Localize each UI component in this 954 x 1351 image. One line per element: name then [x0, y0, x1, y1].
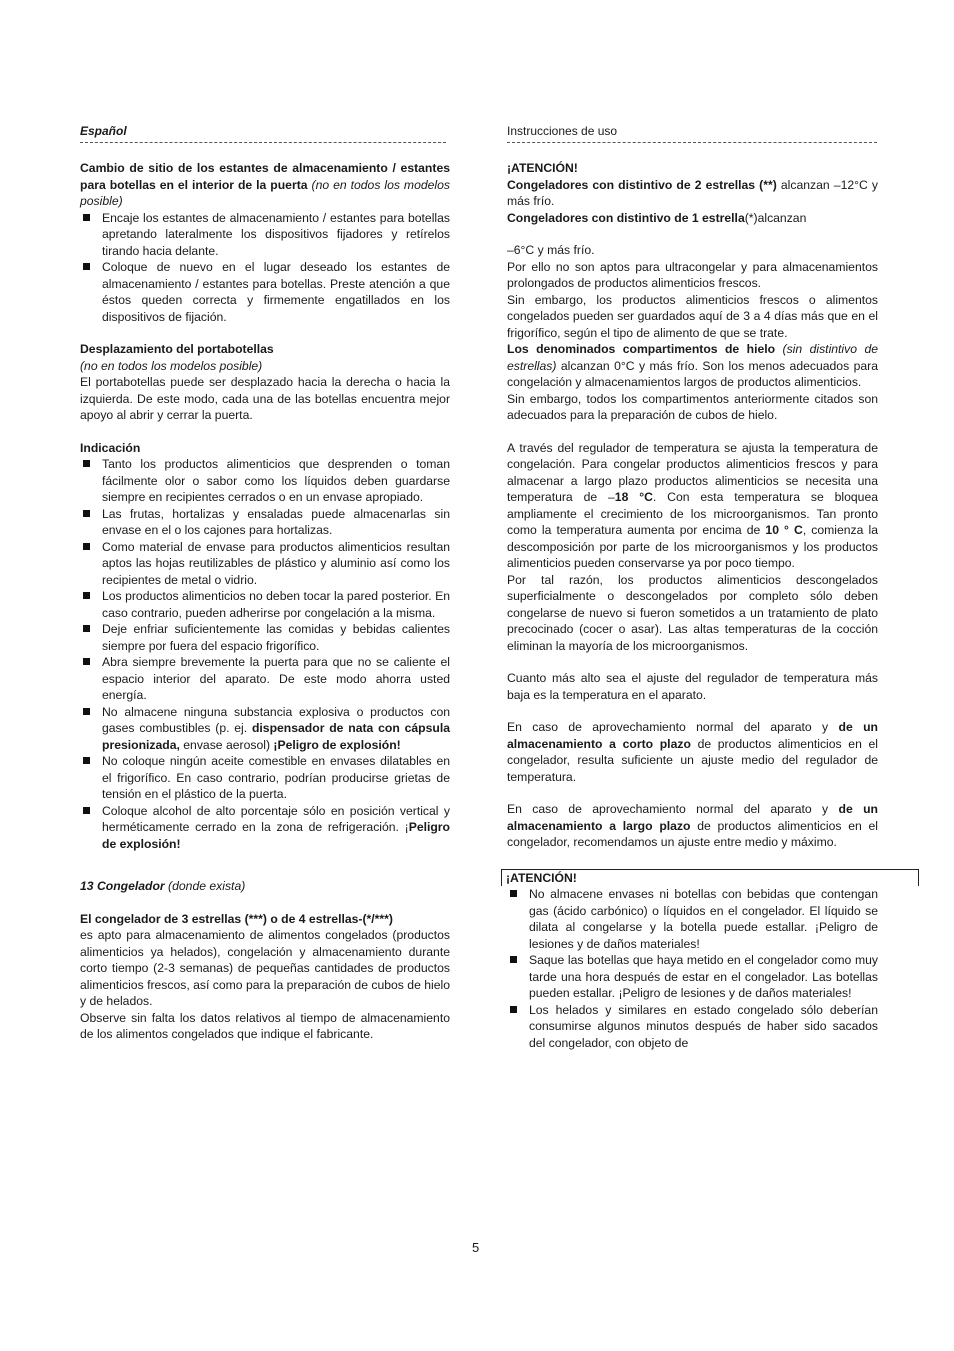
- list-item: Abra siempre brevemente la puerta para que no se caliente el espacio interior del aparato. De este modo ahorra usted energía.: [80, 654, 450, 704]
- two-star-temp: alcanzan –12°C y más frío.: [507, 177, 879, 208]
- bottle-holder-text: El portabotellas puede ser desplazado hacia la derecha o hacia la izquierda. De este modo, cada una de las botellas encuentra mejor apoyo al abrir y cerrar la puerta.: [80, 375, 450, 422]
- list-item: [80, 704, 450, 754]
- one-star-temp: (*)alcanzan: [744, 210, 807, 225]
- bottle-holder-title: Desplazamiento del portabotellas: [80, 342, 274, 356]
- attention-title: ¡ATENCIÓN!: [507, 161, 578, 175]
- left-column: [80, 160, 450, 1043]
- paragraph: –6°C y más frío.: [507, 243, 595, 257]
- temperature-text-c: . Con esta temperatura se bloquea ampliamente el crecimiento de los microorganismos. Tan pronto como la temperatura aumenta por encima de: [507, 490, 878, 537]
- list-item: No coloque ningún aceite comestible en envases dilatables en el frigorífico. En caso contrario, podrían producirse grietas de tensión en el plástico de la puerta.: [80, 753, 450, 803]
- attention-list: [507, 886, 878, 1051]
- paragraph: Por tal razón, los productos alimenticios descongelados superficialmente o descongelados por completo sólo deben congelarse de nuevo si fueron sometidos a un tratamiento de plato precocinado (cocer o asar). Las altas temperaturas de la cocción eliminan la mayoría de los microorganismos.: [507, 572, 878, 653]
- list-item: Las frutas, hortalizas y ensaladas puede almacenarlas sin envase en el o los cajones para hortalizas.: [80, 506, 450, 539]
- explosive-warning-text: No almacene ninguna substancia explosiva o productos con gases combustibles (p. ej.: [102, 704, 450, 735]
- list-item: Los productos alimenticios no deben tocar la pared posterior. En caso contrario, pueden adherirse por congelación a la misma.: [80, 588, 450, 621]
- temperature-minus-18: 18 °C: [614, 490, 653, 504]
- freezer-lead: El congelador de 3 estrellas (***) o de 4 estrellas-(*/***): [80, 911, 393, 926]
- temperature-10: 10 ° C: [765, 523, 803, 537]
- aerosol-text: envase aerosol): [183, 737, 270, 752]
- list-item: No almacene envases ni botellas con bebidas que contengan gas (ácido carbónico) o líquidos en el congelador. El líquido se dilata al congelarse y la botella puede estallar. ¡Peligro de lesiones y de daños materiales!: [507, 886, 878, 952]
- alcohol-danger-text: Peligro de explosión!: [102, 820, 450, 851]
- explosion-danger-text: ¡Peligro de explosión!: [273, 737, 401, 752]
- page-number: 5: [472, 1240, 480, 1255]
- shelves-section-heading: [80, 160, 450, 210]
- one-star-line: [507, 210, 878, 227]
- list-item: Tanto los productos alimenticios que desprenden o toman fácilmente olor o sabor como los líquidos deben guardarse siempre en recipientes cerrados o en un envase apropiado.: [80, 456, 450, 506]
- attention-box-2: [501, 869, 919, 887]
- list-item: Como material de envase para productos alimenticios resultan aptos las hojas reutilizables de plástico y aluminio así como los recipientes de metal o vidrio.: [80, 539, 450, 589]
- header-rule-right: [507, 142, 877, 143]
- list-item: Encaje los estantes de almacenamiento / estantes para botellas apretando lateralmente los dispositivos fijadores y retírelos tirando hacia delante.: [80, 210, 450, 260]
- header-section-label: Español: [80, 124, 127, 138]
- short-term-paragraph: [507, 719, 878, 785]
- short-term-label: de un almacenamiento a corto plazo: [507, 720, 878, 751]
- paragraph: Cuanto más alto sea el ajuste del regulador de temperatura más baja es la temperatura en el aparato.: [507, 671, 878, 702]
- shelves-note: (no en todos los modelos posible): [80, 177, 450, 208]
- long-term-text-a: En caso de aprovechamiento normal del aparato y: [507, 802, 829, 816]
- header-doc-title: Instrucciones de uso: [507, 124, 618, 138]
- shelves-list: [80, 210, 450, 326]
- long-term-paragraph: [507, 801, 878, 851]
- temperature-text-a: A través del regulador de temperatura se ajusta la temperatura de congelación. Para congelar productos alimenticios frescos y para almacenar a largo plazo productos alimenticios se necesita una temperatura de –: [507, 440, 878, 504]
- ice-compartment-note: (sin distintivo de estrellas): [507, 342, 878, 373]
- header-rule-left: [80, 142, 446, 143]
- list-item: Saque las botellas que haya metido en el congelador como muy tarde una hora después de estar en el congelador. Las botellas pueden estallar. ¡Peligro de lesiones y de daños materiales!: [507, 952, 878, 1002]
- temperature-text-e: , comienza la descomposición por parte de los microorganismos y los productos alimenticios pueden conservarse ya por poco tiempo.: [507, 523, 878, 570]
- one-star-label: Congeladores con distintivo de 1 estrella: [507, 210, 745, 225]
- freezer-text-2: Observe sin falta los datos relativos al tiempo de almacenamiento de los alimentos congelados que indique el fabricante.: [80, 1010, 450, 1041]
- shelves-title: Cambio de sitio de los estantes de almacenamiento / estantes para botellas en el interior de la puerta: [80, 161, 450, 192]
- indication-title: Indicación: [80, 440, 141, 455]
- short-term-text-c: de productos alimenticios en el congelador, resulta suficiente un ajuste medio del regulador de temperatura.: [507, 736, 878, 784]
- freezer-text: es apto para almacenamiento de alimentos congelados (productos alimenticios ya helados), congelación y almacenamiento durante corto tiempo (2-3 semanas) de pequeñas cantidades de productos alimenticios frescos, así como para la preparación de cubos de hielo y de helados.: [80, 928, 450, 1008]
- list-item: Deje enfriar suficientemente las comidas y bebidas calientes siempre por fuera del espacio frigorífico.: [80, 621, 450, 654]
- ice-compartment-paragraph: [507, 341, 878, 391]
- alcohol-text: Coloque alcohol de alto porcentaje sólo en posición vertical y herméticamente cerrado en la zona de refrigeración. ¡: [102, 803, 450, 834]
- freezer-section-heading: [80, 878, 450, 895]
- paragraph: Sin embargo, todos los compartimentos anteriormente citados son adecuados para la preparación de cubos de hielo.: [507, 391, 878, 422]
- list-item: [80, 803, 450, 853]
- right-column: [507, 160, 878, 1051]
- paragraph: Sin embargo, los productos alimenticios frescos o alimentos congelados pueden ser guardados aquí de 3 a 4 días más que en el frigorífico, según el tipo de alimento de que se trate.: [507, 292, 878, 340]
- ice-compartment-text: alcanzan 0°C y más frío. Son los menos adecuados para congelación y almacenamientos largos de productos alimenticios.: [507, 358, 878, 389]
- two-star-line: [507, 177, 878, 210]
- freezer-title: 13 Congelador: [80, 879, 165, 893]
- freezer-note: (donde exista): [168, 879, 246, 893]
- short-term-text-a: En caso de aprovechamiento normal del aparato y: [507, 720, 829, 734]
- bottle-holder-note: (no en todos los modelos posible): [80, 358, 263, 373]
- long-term-text-c: de productos alimenticios en el congelador, recomendamos un ajuste entre medio y máximo.: [507, 818, 878, 849]
- two-star-label: Congeladores con distintivo de 2 estrellas (**): [507, 177, 777, 192]
- ice-compartment-label: Los denominados compartimentos de hielo: [507, 342, 776, 356]
- cream-dispenser-text: dispensador de nata con cápsula presionizada,: [102, 721, 450, 752]
- paragraph: Por ello no son aptos para ultracongelar y para almacenamientos prolongados de productos alimenticios frescos.: [507, 259, 878, 290]
- temperature-paragraph: [507, 440, 878, 572]
- list-item: Los helados y similares en estado congelado sólo deberían consumirse algunos minutos después de haber sido sacados del congelador, con objeto de: [507, 1002, 878, 1052]
- attention-title-2: ¡ATENCIÓN!: [506, 870, 577, 885]
- list-item: Coloque de nuevo en el lugar deseado los estantes de almacenamiento / estantes para botellas. Preste atención a que éstos queden correcta y firmemente engatillados en los dispositivos de fijación.: [80, 259, 450, 325]
- indication-list: [80, 456, 450, 852]
- long-term-label: de un almacenamiento a largo plazo: [507, 802, 878, 833]
